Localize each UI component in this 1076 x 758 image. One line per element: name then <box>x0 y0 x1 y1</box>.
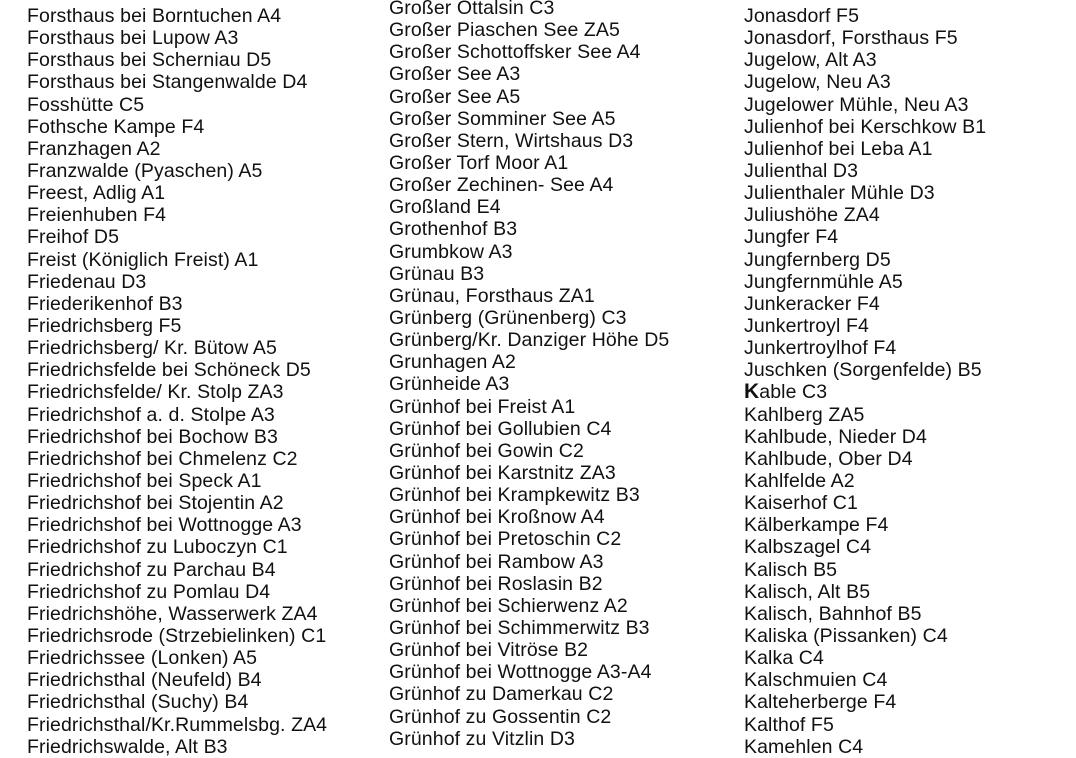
index-entry: Friedrichsberg F5 <box>27 314 182 337</box>
index-entry: Jungfer F4 <box>744 226 839 249</box>
index-entry: Kahlberg ZA5 <box>744 403 865 426</box>
index-entry: Julienthal D3 <box>744 159 859 182</box>
index-entry: Kahlfelde A2 <box>744 469 855 492</box>
index-entry: Friedrichshof bei Stojentin A2 <box>27 492 284 515</box>
index-entry: Kalschmuien C4 <box>744 669 888 692</box>
index-entry: Freihof D5 <box>27 226 120 249</box>
index-entry: Junkertroyl F4 <box>744 314 869 337</box>
index-entry: Kalthof F5 <box>744 713 834 736</box>
index-entry: Grünau B3 <box>389 262 485 285</box>
index-entry: Großer Somminer See A5 <box>389 107 616 130</box>
index-entry: Julienhof bei Leba A1 <box>744 137 933 160</box>
index-entry: Großer See A5 <box>389 85 521 108</box>
index-entry: Großer Piaschen See ZA5 <box>389 19 620 42</box>
index-entry: Jungfernmühle A5 <box>744 270 903 293</box>
index-column-2 <box>389 0 669 750</box>
index-entry: Jugelow, Neu A3 <box>744 71 891 94</box>
index-entry: Kaiserhof C1 <box>744 492 858 515</box>
index-entry: Großer Ottalsin C3 <box>389 0 555 19</box>
index-column-3 <box>744 5 986 758</box>
index-entry: Kamehlen C4 <box>744 735 864 758</box>
index-entry: Franzwalde (Pyaschen) A5 <box>27 159 263 182</box>
index-entry: Forsthaus bei Stangenwalde D4 <box>27 71 308 94</box>
index-entry: Großer Stern, Wirtshaus D3 <box>389 129 634 152</box>
index-entry: Forsthaus bei Lupow A3 <box>27 27 239 50</box>
index-entry: Friedrichshof a. d. Stolpe A3 <box>27 403 275 426</box>
index-entry: Kalisch, Bahnhof B5 <box>744 602 922 625</box>
index-entry: Grünhof zu Vitzlin D3 <box>389 727 575 750</box>
index-entry: Jungfernberg D5 <box>744 248 891 271</box>
index-entry: Junkeracker F4 <box>744 292 880 315</box>
index-entry: Julienthaler Mühle D3 <box>744 182 935 205</box>
index-entry: Jugelower Mühle, Neu A3 <box>744 93 969 116</box>
index-entry: Julienhof bei Kerschkow B1 <box>744 115 987 138</box>
index-entry: Grünhof bei Pretoschin C2 <box>389 528 622 551</box>
index-entry: Grünhof bei Vitröse B2 <box>389 639 589 662</box>
index-entry: Forsthaus bei Borntuchen A4 <box>27 5 282 27</box>
index-entry: Grünhof zu Gossentin C2 <box>389 705 612 728</box>
index-entry: Kahlbude, Nieder D4 <box>744 425 927 448</box>
index-entry: Grünhof bei Schierwenz A2 <box>389 594 628 617</box>
index-entry: Jugelow, Alt A3 <box>744 49 877 72</box>
index-entry: Kalisch B5 <box>744 558 838 581</box>
index-entry: Grünberg/Kr. Danziger Höhe D5 <box>389 329 670 352</box>
index-entry: Friedrichsfelde/ Kr. Stolp ZA3 <box>27 381 284 404</box>
index-entry: Grünhof bei Gowin C2 <box>389 439 584 462</box>
index-entry: Grünhof bei Schimmerwitz B3 <box>389 616 650 639</box>
index-entry: Friedrichshof zu Luboczyn C1 <box>27 536 288 559</box>
index-entry: Großland E4 <box>389 196 501 219</box>
index-entry: Kalbszagel C4 <box>744 536 872 559</box>
index-entry: Kälberkampe F4 <box>744 514 889 537</box>
index-entry: Friedrichshof bei Chmelenz C2 <box>27 447 298 470</box>
index-entry: Kaliska (Pissanken) C4 <box>744 624 948 647</box>
index-entry: Friedrichsthal (Neufeld) B4 <box>27 669 262 692</box>
index-entry: Grumbkow A3 <box>389 240 513 263</box>
index-entry: Fothsche Kampe F4 <box>27 115 205 138</box>
index-entry: Friedrichshof zu Parchau B4 <box>27 558 276 581</box>
index-entry: Kalka C4 <box>744 647 824 670</box>
index-entry: Grünhof bei Wottnogge A3-A4 <box>389 661 652 684</box>
index-entry: Grünhof bei Kroßnow A4 <box>389 506 605 529</box>
index-entry: Jonasdorf, Forsthaus F5 <box>744 27 958 50</box>
index-entry: Großer Zechinen- See A4 <box>389 174 614 197</box>
index-entry: Kahlbude, Ober D4 <box>744 447 913 470</box>
index-entry: Grünhof bei Karstnitz ZA3 <box>389 461 616 484</box>
index-entry: Friedrichshöhe, Wasserwerk ZA4 <box>27 602 318 625</box>
index-entry: Franzhagen A2 <box>27 137 161 160</box>
index-entry: Großer Torf Moor A1 <box>389 151 569 174</box>
index-entry: Friedenau D3 <box>27 270 147 293</box>
index-entry: Grünhof bei Rambow A3 <box>389 550 604 573</box>
index-entry: Freest, Adlig A1 <box>27 182 166 205</box>
index-entry: Grünhof zu Damerkau C2 <box>389 683 614 706</box>
index-entry: Friedrichsberg/ Kr. Bütow A5 <box>27 337 277 360</box>
index-entry: Friedrichshof bei Bochow B3 <box>27 425 278 448</box>
index-entry: Freienhuben F4 <box>27 204 167 227</box>
index-entry: Friedrichsfelde bei Schöneck D5 <box>27 359 311 382</box>
index-entry: Freist (Königlich Freist) A1 <box>27 248 259 271</box>
index-entry: Grünhof bei Freist A1 <box>389 395 576 418</box>
index-entry: Juschken (Sorgenfelde) B5 <box>744 359 982 382</box>
index-entry: Grünhof bei Krampkewitz B3 <box>389 484 640 507</box>
index-entry: Friedrichsthal/Kr.Rummelsbg. ZA4 <box>27 713 328 736</box>
index-entry: Großer See A3 <box>389 63 521 86</box>
index-entry: Großer Schottoffsker See A4 <box>389 41 641 64</box>
index-entry: Friedrichssee (Lonken) A5 <box>27 647 258 670</box>
index-entry: Friedrichshof bei Wottnogge A3 <box>27 514 302 537</box>
index-entry: Friedrichsrode (Strzebielinken) C1 <box>27 624 327 647</box>
index-entry: Friederikenhof B3 <box>27 292 183 315</box>
index-entry: Grünhof bei Roslasin B2 <box>389 572 603 595</box>
index-entry: Forsthaus bei Scherniau D5 <box>27 49 272 72</box>
index-entry: Friedrichsthal (Suchy) B4 <box>27 691 249 714</box>
index-entry: Friedrichswalde, Alt B3 <box>27 735 228 758</box>
index-entry: Grünheide A3 <box>389 373 510 396</box>
index-entry: Grünberg (Grünenberg) C3 <box>389 306 627 329</box>
index-column-1 <box>27 5 327 758</box>
index-entry: Friedrichshof bei Speck A1 <box>27 469 262 492</box>
index-entry: Grünhof bei Gollubien C4 <box>389 417 612 440</box>
index-entry: Fosshütte C5 <box>27 93 145 116</box>
index-entry: Kalisch, Alt B5 <box>744 580 871 603</box>
index-entry: Friedrichshof zu Pomlau D4 <box>27 580 271 603</box>
index-entry: Kable C3 <box>744 380 828 404</box>
index-entry: Juliushöhe ZA4 <box>744 204 880 227</box>
index-entry: Grunhagen A2 <box>389 351 516 374</box>
index-entry: Grünau, Forsthaus ZA1 <box>389 284 595 307</box>
index-entry: Grothenhof B3 <box>389 218 518 241</box>
index-entry: Kalteherberge F4 <box>744 691 897 714</box>
index-entry: Jonasdorf F5 <box>744 5 860 27</box>
index-entry: Junkertroylhof F4 <box>744 337 897 360</box>
